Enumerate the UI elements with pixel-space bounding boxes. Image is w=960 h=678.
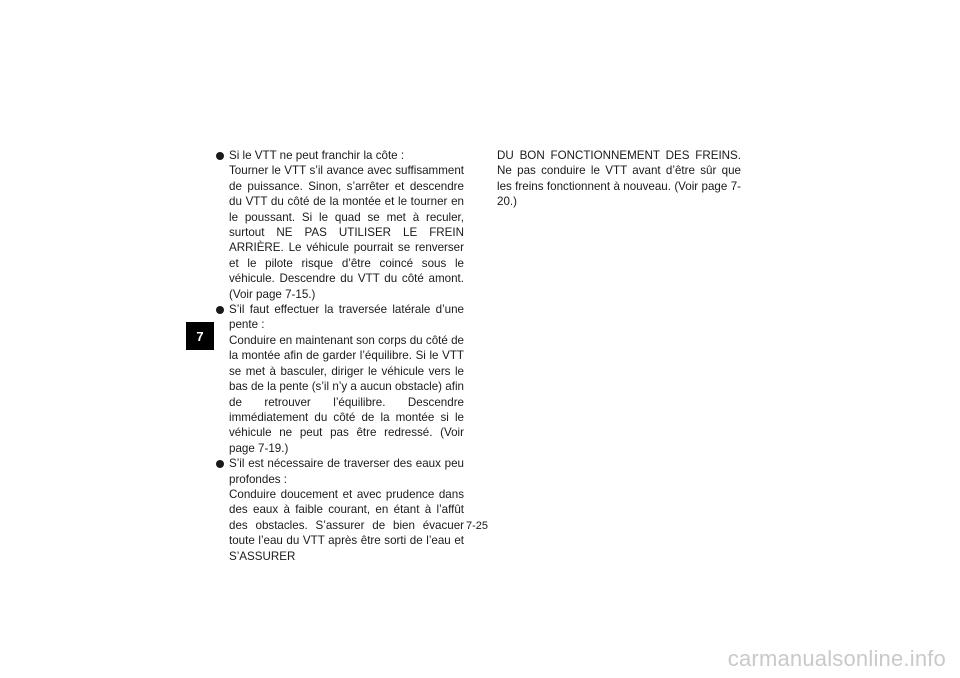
- bullet-body: Conduire doucement et avec prudence dans des eaux à faible courant, en étant à l’affût des obstacles. S’assurer de bien évacuer toute l’eau du VTT après être sorti de l’eau et S’ASSURER: [229, 487, 464, 563]
- bullet-item-traverse: [216, 302, 464, 456]
- bullet-heading: S’il faut effectuer la traversée latérale d’une pente :: [229, 303, 464, 332]
- bullet-item-hill: [216, 148, 464, 302]
- bullet-heading: Si le VTT ne peut franchir la côte :: [229, 149, 405, 162]
- bullet-dot-icon: [216, 152, 224, 160]
- bullet-body: Conduire en maintenant son corps du côté de la montée afin de garder l’équilibre. Si le VTT se met à basculer, diriger le véhicule vers le bas de la pente (s’il n’y a aucun obstacle) afin de retrouver l’équilibre. Descendre immédiatement du côté de la montée si le véhicule ne peut pas être redressé. (Voir page 7-19.): [229, 333, 464, 455]
- right-column: [497, 148, 741, 210]
- bullet-heading: S’il est nécessaire de traverser des eaux peu profondes :: [229, 457, 464, 486]
- page-number: 7-25: [466, 520, 489, 532]
- watermark: carmanualsonline.info: [727, 646, 946, 671]
- right-column-text: DU BON FONCTIONNEMENT DES FREINS. Ne pas conduire le VTT avant d’être sûr que les freins fonctionnent à nouveau. (Voir page 7-20.): [497, 149, 741, 209]
- chapter-tab: 7: [186, 322, 214, 350]
- bullet-item-water: [216, 456, 464, 564]
- bullet-dot-icon: [216, 460, 224, 468]
- bullet-dot-icon: [216, 306, 224, 314]
- bullet-body: Tourner le VTT s’il avance avec suffisamment de puissance. Sinon, s’arrêter et descendre du VTT du côté de la montée et le tourner en le poussant. Si le quad se met à reculer, surtout NE PAS UTILISER LE FREIN ARRIÈRE. Le véhicule pourrait se renverser et le pilote risque d’être coincé sous le véhicule. Descendre du VTT du côté amont. (Voir page 7-15.): [229, 164, 464, 301]
- left-column: [216, 148, 464, 564]
